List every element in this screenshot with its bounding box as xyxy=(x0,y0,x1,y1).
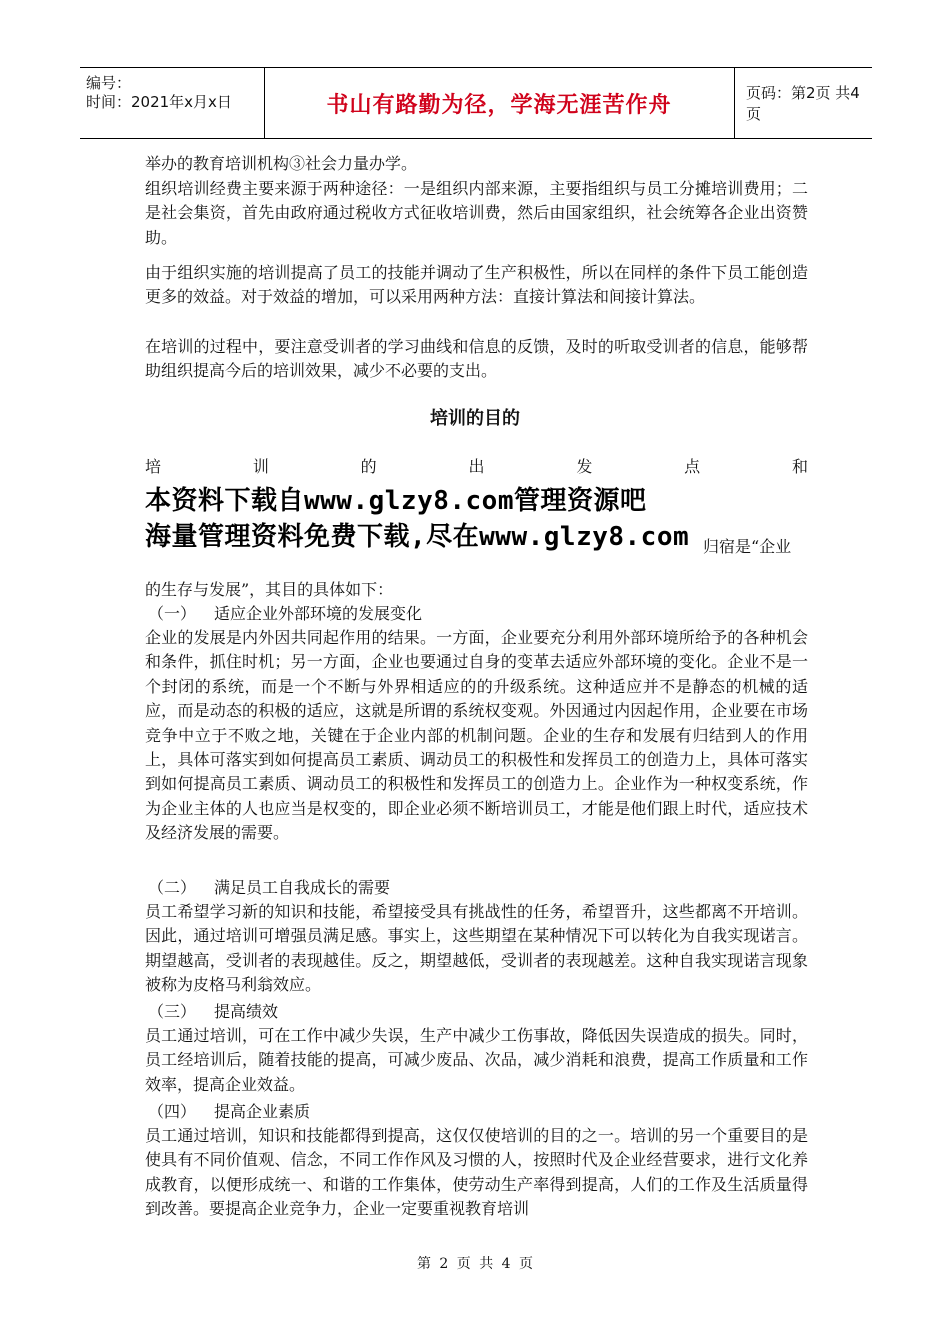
page-label: 页码：第2页 共4页 xyxy=(746,84,860,123)
subsection-number: （四） xyxy=(148,1102,197,1121)
header-page-cell xyxy=(734,68,872,138)
section-title: 培训的目的 xyxy=(430,408,520,429)
subsection-heading xyxy=(148,602,422,626)
header-motto-cell xyxy=(264,68,735,138)
paragraph: 在培训的过程中，要注意受训者的学习曲线和信息的反馈，及时的听取受训者的信息，能够帮助组织提高今后的培训效果，减少不必要的支出。 xyxy=(145,337,808,381)
subsection-body: 企业的发展是内外因共同起作用的结果。一方面，企业要充分利用外部环境所给予的各种机会和条件，抓住时机；另一方面，企业也要通过自身的变革去适应外部环境的变化。企业不是一个封闭的系统，而是一个不断与外界相适应的的升级系统。这种适应并不是静态的机械的适应，而是动态的积极的适应，这就是所谓的系统权变观。外因通过内因起作用，企业要在市场竞争中立于不败之地，关键在于企业内部的机制问题。企业的生存和发展有归结到人的作用上，具体可落实到如何提高员工素质、调动员工的积极性和发挥员工的创造力上，具体可落实到如何提高员工素质、调动员工的积极性和发挥员工的创造力上。企业作为一种权变系统，作为企业主体的人也应当是权变的，即企业必须不断培训员工，才能是他们跟上时代，适应技术及经济发展的需要。 xyxy=(145,628,808,843)
subsection-number: （三） xyxy=(148,1002,197,1021)
subsection-number: （二） xyxy=(148,878,197,897)
paragraph: 组织培训经费主要来源于两种途径：一是组织内部来源，主要指组织与员工分摊培训费用；二是社会集资，首先由政府通过税收方式征收培训费，然后由国家组织，社会统筹各企业出资赞助。 xyxy=(145,179,808,247)
spread-char: 点 xyxy=(684,457,701,476)
subsection-body: 员工通过培训，知识和技能都得到提高，这仅仅使培训的目的之一。培训的另一个重要目的是使具有不同价值观、信念，不同工作作风及习惯的人，按照时代及企业经营要求，进行文化养成教育，以便形成统一、和谐的工作集体，使劳动生产率得到提高，人们的工作及生活质量得到改善。要提高企业竞争力，企业一定要重视教育培训 xyxy=(145,1126,808,1219)
subsection-heading xyxy=(148,1100,310,1124)
subsection-heading xyxy=(148,876,390,900)
after-watermark-text: 归宿是“企业 xyxy=(703,537,792,556)
motto-text: 书山有路勤为径，学海无涯苦作舟 xyxy=(326,92,672,118)
subsection-number: （一） xyxy=(148,604,197,623)
subsection-heading xyxy=(148,1000,278,1024)
watermark-line-2: 海量管理资料免费下载,尽在www.glzy8.com xyxy=(145,522,690,552)
paragraph: 由于组织实施的培训提高了员工的技能并调动了生产积极性，所以在同样的条件下员工能创造更多的效益。对于效益的增加，可以采用两种方法：直接计算法和间接计算法。 xyxy=(145,263,808,307)
time-label: 时间：2021年x月x日 xyxy=(86,93,232,111)
paragraph: 举办的教育培训机构③社会力量办学。 xyxy=(145,154,418,173)
page-footer: 第 2 页 共 4 页 xyxy=(416,1256,534,1272)
subsection-title: 提高绩效 xyxy=(214,1002,279,1021)
subsection-body: 员工通过培训，可在工作中减少失误，生产中减少工伤事故，降低因失误造成的损失。同时，员工经培训后，随着技能的提高，可减少废品、次品，减少消耗和浪费，提高工作质量和工作效率，提高企业效益。 xyxy=(145,1026,808,1094)
spread-char: 和 xyxy=(791,457,808,476)
header-meta-cell xyxy=(80,68,265,138)
spread-char: 发 xyxy=(576,457,593,476)
subsection-title: 适应企业外部环境的发展变化 xyxy=(214,604,423,623)
spread-char: 训 xyxy=(252,457,269,476)
document-header xyxy=(80,67,872,139)
intro-line: 的生存与发展”，其目的具体如下： xyxy=(145,580,394,599)
subsection-title: 提高企业素质 xyxy=(214,1102,311,1121)
number-label: 编号： xyxy=(86,74,132,92)
spread-char: 出 xyxy=(468,457,485,476)
spread-line xyxy=(145,454,808,477)
spread-char: 培 xyxy=(145,457,162,476)
watermark-line-1: 本资料下载自www.glzy8.com管理资源吧 xyxy=(145,486,647,516)
subsection-body: 员工希望学习新的知识和技能，希望接受具有挑战性的任务，希望晋升，这些都离不开培训。因此，通过培训可增强员满足感。事实上，这些期望在某种情况下可以转化为自我实现诺言。期望越高，受训者的表现越佳。反之，期望越低，受训者的表现越差。这种自我实现诺言现象被称为皮格马利翁效应。 xyxy=(145,902,808,995)
subsection-title: 满足员工自我成长的需要 xyxy=(214,878,391,897)
spread-char: 的 xyxy=(360,457,377,476)
